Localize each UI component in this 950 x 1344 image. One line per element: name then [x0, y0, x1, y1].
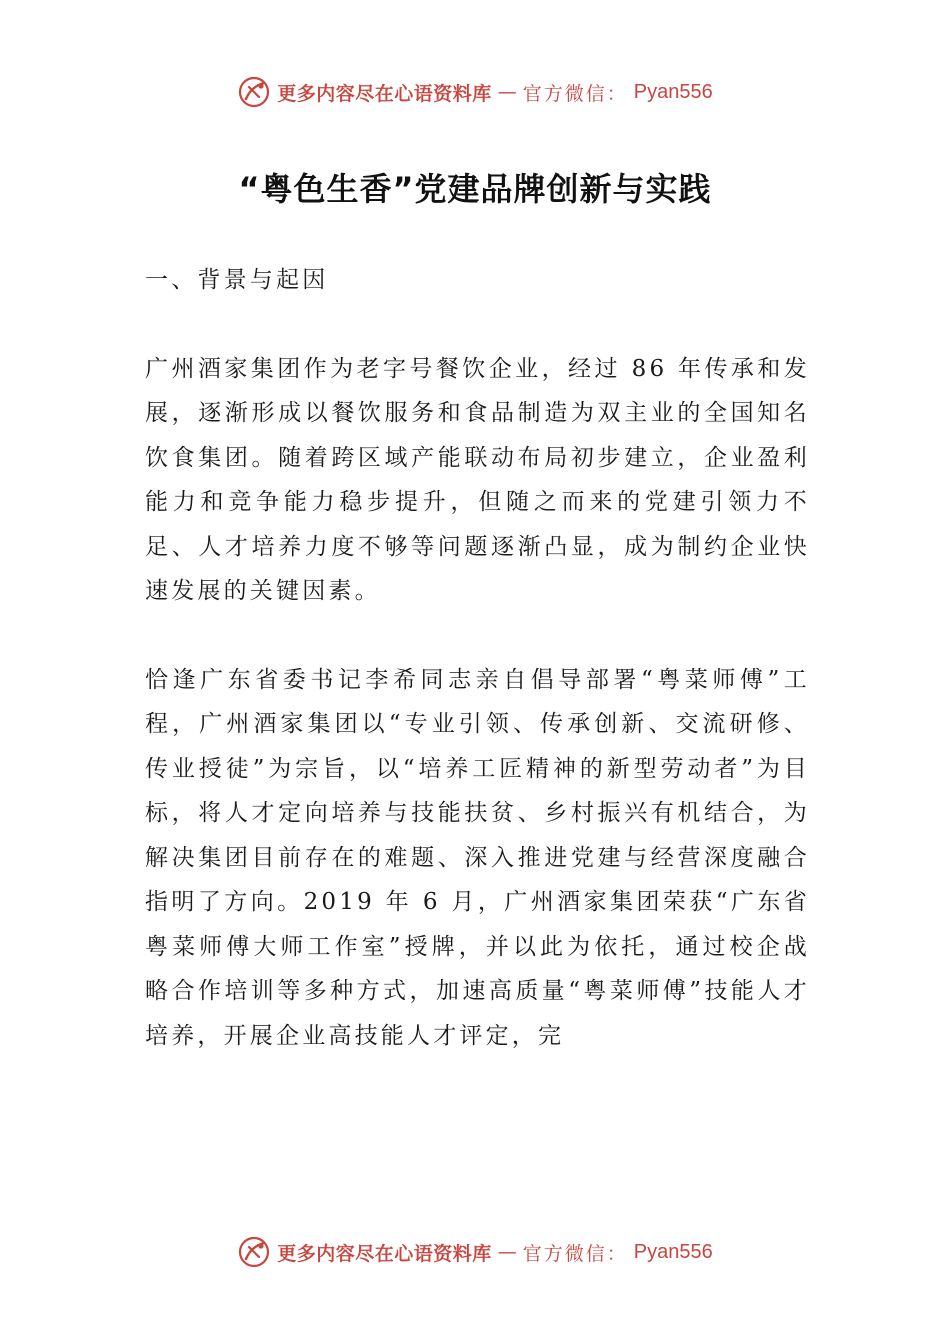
banner-tagline: 更多内容尽在心语资料库 [277, 82, 492, 105]
banner-wechat-label: 官方微信： [522, 82, 628, 105]
brand-logo-icon [237, 75, 271, 109]
footer-watermark-banner [0, 1232, 950, 1272]
document-title: “粤色生香”党建品牌创新与实践 [238, 170, 712, 208]
banner-tagline: 更多内容尽在心语资料库 [277, 1242, 492, 1265]
banner-separator: — [497, 81, 517, 103]
body-paragraph: 恰逢广东省委书记李希同志亲自倡导部署“粤菜师傅”工程，广州酒家集团以“专业引领、传承创新、交流研修、传业授徒”为宗旨，以“培养工匠精神的新型劳动者”为目标，将人才定向培养与技能扶贫、乡村振兴有机结合，为解决集团目前存在的难题、深入推进党建与经营深度融合指明了方向。2019 年 6 月，广州酒家集团荣获“广东省粤菜师傅大师工作室”授牌，并以此为依托，通过校企战略合作培训等多种方式，加速高质量“粤菜师傅”技能人才培养，开展企业高技能人才评定，完 [145, 666, 810, 1049]
header-watermark-banner [0, 72, 950, 112]
banner-separator: — [497, 1241, 517, 1263]
brand-logo-icon [237, 1235, 271, 1269]
banner-wechat-id: Pyan556 [633, 80, 713, 103]
section-heading: 一、背景与起因 [145, 267, 329, 293]
banner-wechat-label: 官方微信： [522, 1242, 628, 1265]
body-paragraph: 广州酒家集团作为老字号餐饮企业，经过 86 年传承和发展，逐渐形成以餐饮服务和食品制造为双主业的全国知名饮食集团。随着跨区域产能联动布局初步建立，企业盈利能力和竞争能力稳步提升，但随之而来的党建引领力不足、人才培养力度不够等问题逐渐凸显，成为制约企业快速发展的关键因素。 [145, 355, 810, 604]
banner-wechat-id: Pyan556 [633, 1240, 713, 1263]
document-body [145, 258, 810, 1102]
